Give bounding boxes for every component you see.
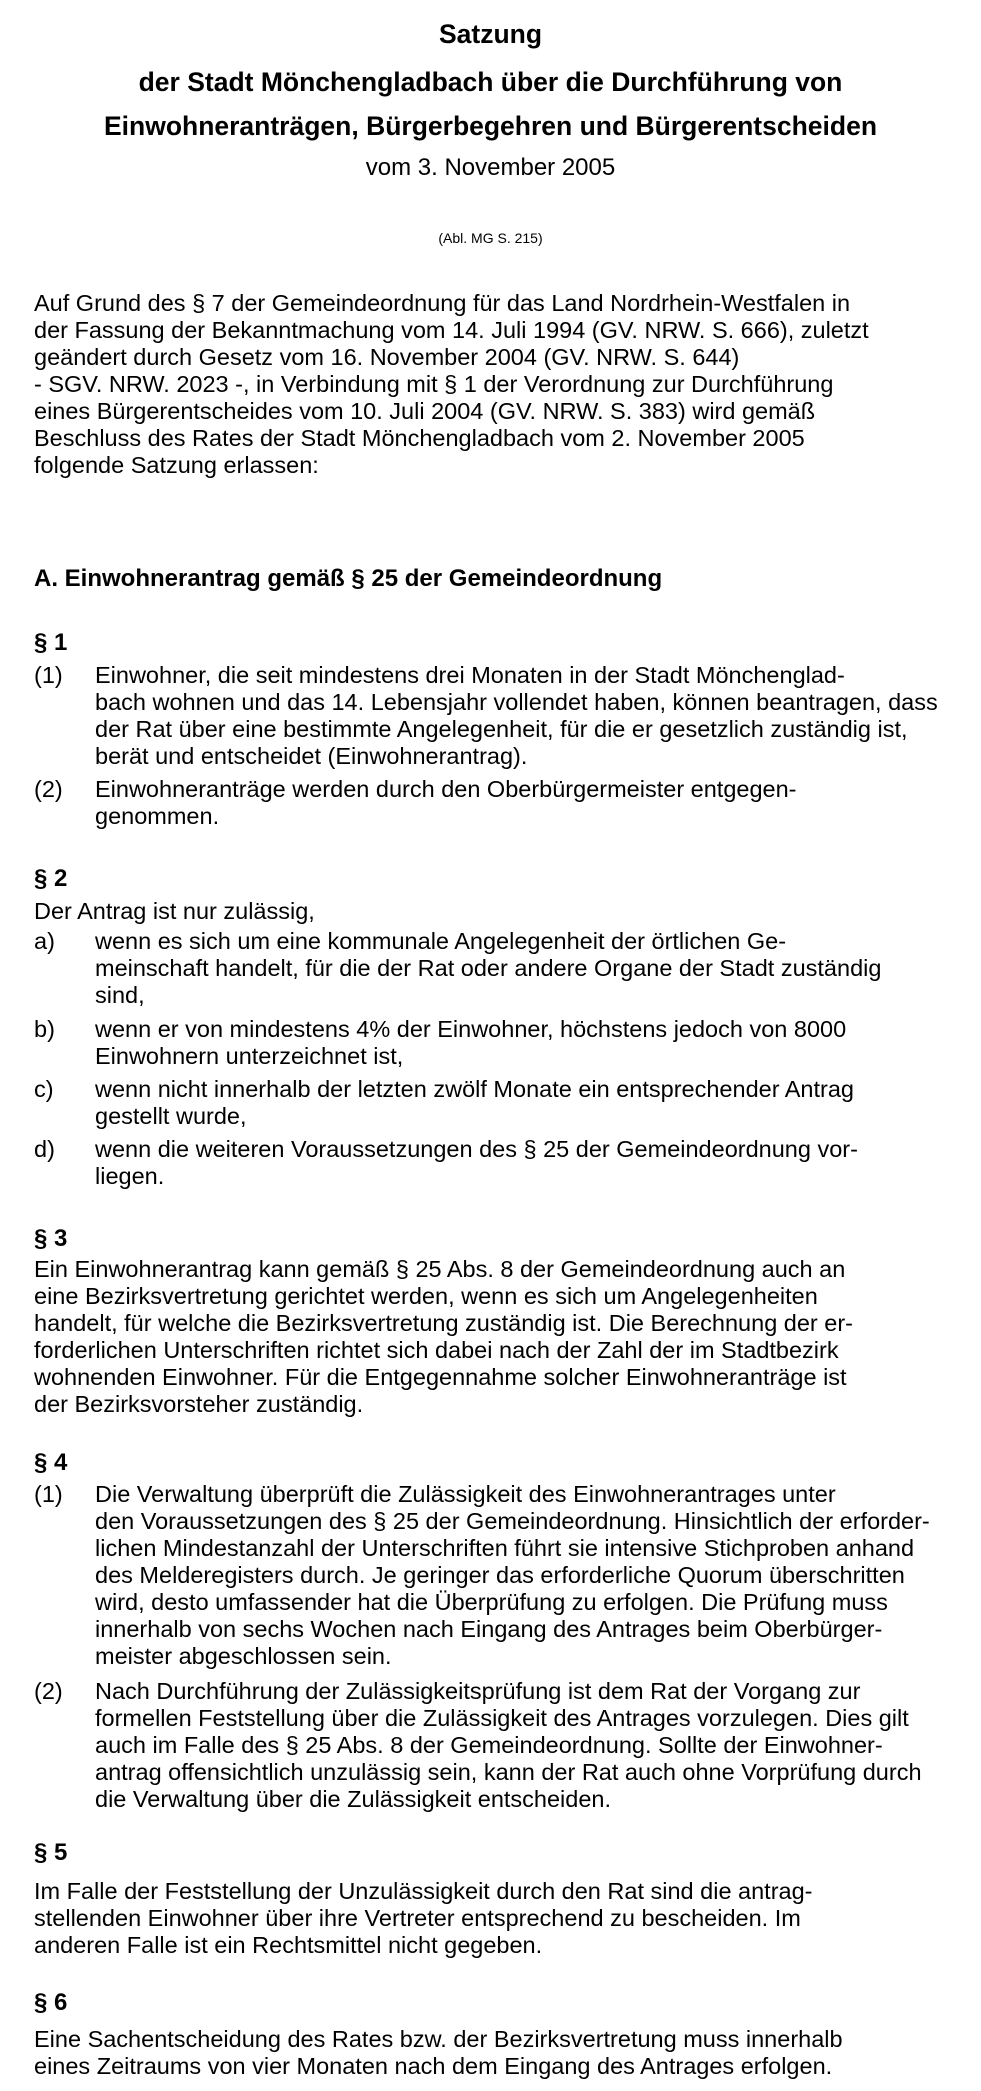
paragraph-3-heading: § 3 [34,1225,68,1252]
paragraph-1-clause-2 [34,776,940,832]
paragraph-3-text: Ein Einwohnerantrag kann gemäß § 25 Abs. 8 der Gemeindeordnung auch an eine Bezirksvertretung gerichtet werden, wenn es sich um Angelegenheiten handelt, für welche die Bezirksvertretung zuständig ist. Die Berechnung der er- forderlichen Unterschriften richtet sich dabei nach der Zahl der im Stadtbezirk wohnenden Einwohner. Für die Entgegennahme solcher Einwohneranträge ist der Bezirksvorsteher zuständig. [34,1256,854,1417]
clause-text: Einwohner, die seit mindestens drei Monaten in der Stadt Mönchenglad- bach wohnen und das 14. Lebensjahr vollendet haben, können beantragen, dass der Rat über eine bestimmte Angelegenheit, für die er gesetzlich zuständig ist, berät und entscheidet (Einwohnerantrag). [95,662,938,769]
paragraph-5-text: Im Falle der Feststellung der Unzulässigkeit durch den Rat sind die antrag- stellenden Einwohner über ihre Vertreter entsprechend zu bescheiden. Im anderen Falle ist ein Rechtsmittel nicht gegeben. [34,1878,813,1958]
clause-label: (1) [34,1481,63,1507]
item-text: wenn er von mindestens 4% der Einwohner, höchstens jedoch von 8000 Einwohnern unterzeichnet ist, [95,1016,847,1069]
paragraph-2-heading: § 2 [34,865,68,892]
clause-text: Die Verwaltung überprüft die Zulässigkeit des Einwohnerantrages unter den Voraussetzungen des § 25 der Gemeindeordnung. Hinsichtlich der erforder- lichen Mindestanzahl der Unterschriften führt sie intensive Stichproben anhand des Melderegisters durch. Je geringer das erforderliche Quorum überschritten wird, desto umfassender hat die Überprüfung zu erfolgen. Die Prüfung muss innerhalb von sechs Wochen nach Eingang des Antrages beim Oberbürger- meister abgeschlossen sein. [95,1481,930,1669]
preamble: Auf Grund des § 7 der Gemeindeordnung für das Land Nordrhein-Westfalen in der Fassung der Bekanntmachung vom 14. Juli 1994 (GV. NRW. S. 666), zuletzt geändert durch Gesetz vom 16. November 2004 (GV. NRW. S. 644) - SGV. NRW. 2023 -, in Verbindung mit § 1 der Verordnung zur Durchführung eines Bürgerentscheides vom 10. Juli 2004 (GV. NRW. S. 383) wird gemäß Beschluss des Rates der Stadt Mönchengladbach vom 2. November 2005 folgende Satzung erlassen: [34,290,869,478]
document-title-line-2: der Stadt Mönchengladbach über die Durchführung von [138,67,843,97]
paragraph-1-heading: § 1 [34,629,68,656]
section-a-heading: A. Einwohnerantrag gemäß § 25 der Gemeindeordnung [34,565,663,592]
paragraph-2-item-d [34,1136,940,1192]
item-text: wenn es sich um eine kommunale Angelegenheit der örtlichen Ge- meinschaft handelt, für die der Rat oder andere Organe der Stadt zuständig sind, [95,928,882,1008]
clause-label: (2) [34,776,63,802]
paragraph-1-clause-1 [34,662,940,772]
paragraph-6-heading: § 6 [34,1989,68,2016]
item-label: b) [34,1016,55,1042]
clause-label: (2) [34,1678,63,1704]
document-title-line-3: Einwohneranträgen, Bürgerbegehren und Bürgerentscheiden [103,111,878,141]
item-text: wenn die weiteren Voraussetzungen des § 25 der Gemeindeordnung vor- liegen. [95,1136,858,1189]
clause-text: Nach Durchführung der Zulässigkeitsprüfung ist dem Rat der Vorgang zur formellen Feststellung über die Zulässigkeit des Antrages vorzulegen. Dies gilt auch im Falle des § 25 Abs. 8 der Gemeindeordnung. Sollte der Einwohner- antrag offensichtlich unzulässig sein, kann der Rat auch ohne Vorprüfung durch die Verwaltung über die Zulässigkeit entscheiden. [95,1678,922,1812]
publication-reference: (Abl. MG S. 215) [438,230,543,246]
document-title: Satzung [438,19,543,49]
paragraph-2-item-a [34,928,940,1010]
clause-label: (1) [34,662,63,688]
document-date: vom 3. November 2005 [365,154,616,181]
clause-text: Einwohneranträge werden durch den Oberbürgermeister entgegen- genommen. [95,776,797,829]
item-label: c) [34,1076,54,1102]
paragraph-2-item-c [34,1076,940,1132]
paragraph-6-text: Eine Sachentscheidung des Rates bzw. der Bezirksvertretung muss innerhalb eines Zeitraums von vier Monaten nach dem Eingang des Antrages erfolgen. [34,2026,843,2079]
item-text: wenn nicht innerhalb der letzten zwölf Monate ein entsprechender Antrag gestellt wurde, [95,1076,854,1129]
item-label: a) [34,928,55,954]
item-label: d) [34,1136,55,1162]
paragraph-4-heading: § 4 [34,1449,68,1476]
paragraph-2-intro: Der Antrag ist nur zulässig, [34,898,315,924]
paragraph-4-clause-1 [34,1481,940,1673]
paragraph-5-heading: § 5 [34,1839,68,1866]
paragraph-2-item-b [34,1016,940,1072]
paragraph-4-clause-2 [34,1678,940,1818]
